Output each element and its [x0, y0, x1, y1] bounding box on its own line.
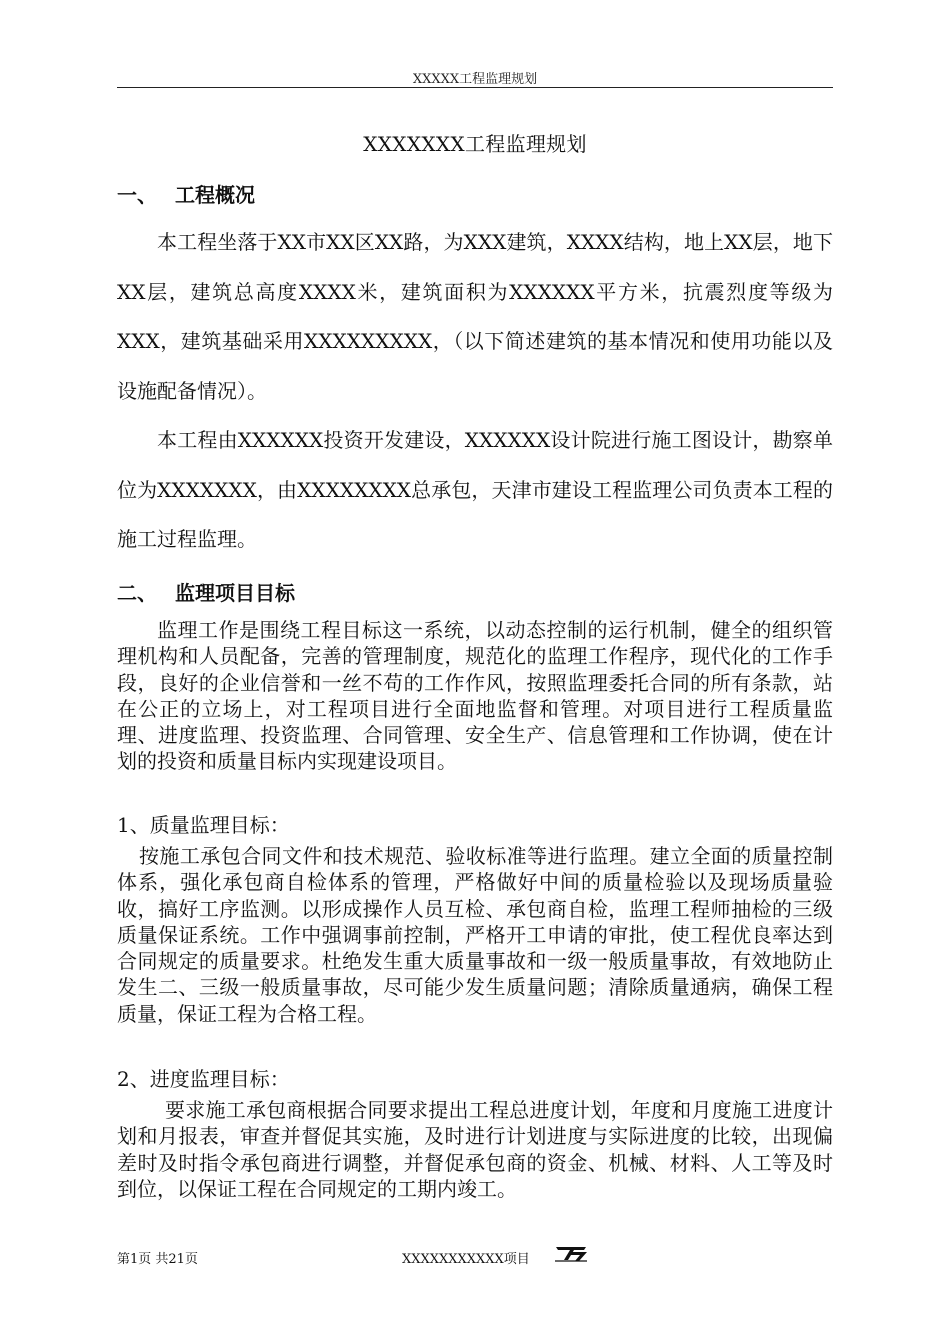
project-label: XXXXXXXXXXX项目 [402, 1252, 530, 1267]
section-number: 一、 [117, 183, 157, 207]
document-title: XXXXXXX工程监理规划 [363, 132, 587, 156]
schedule-objective-paragraph: 要求施工承包商根据合同要求提出工程总进度计划，年度和月度施工进度计划和月报表，审查并督促其实施，及时进行计划进度与实际进度的比较，出现偏差时及时指令承包商进行调整，并督促承包商的资金、机械、材料、人工等及时到位，以保证工程在合同规定的工期内竣工。 [117, 1098, 833, 1201]
section-number: 二、 [117, 581, 157, 605]
schedule-objective-title: 2、进度监理目标： [117, 1067, 290, 1091]
section-heading-overview [117, 179, 255, 208]
overview-paragraph-1: 本工程坐落于XX市XX区XX路，为XXX建筑，XXXX结构，地上XX层，地下XX层，建筑总高度XXXX米，建筑面积为XXXXXX平方米，抗震烈度等级为XXX，建筑基础采用XXXXXXXXX，（以下简述建筑的基本情况和使用功能以及设施配备情况）。 [117, 230, 833, 403]
section-title: 监理项目目标 [175, 581, 295, 605]
quality-objective-title: 1、质量监理目标： [117, 813, 290, 837]
section-heading-objectives [117, 577, 295, 606]
section-title: 工程概况 [175, 183, 255, 207]
overview-paragraph-2: 本工程由XXXXXX投资开发建设，XXXXXX设计院进行施工图设计，勘察单位为XXXXXXX，由XXXXXXXX总承包，天津市建设工程监理公司负责本工程的施工过程监理。 [117, 428, 833, 551]
company-logo-icon [553, 1243, 589, 1263]
objectives-intro-paragraph: 监理工作是围绕工程目标这一系统，以动态控制的运行机制，健全的组织管理机构和人员配备，完善的管理制度，规范化的监理工作程序，现代化的工作手段，良好的企业信誉和一丝不苟的工作作风，按照监理委托合同的所有条款，站在公正的立场上，对工程项目进行全面地监督和管理。对项目进行工程质量监理、进度监理、投资监理、合同管理、安全生产、信息管理和工作协调，使在计划的投资和质量目标内实现建设项目。 [117, 618, 833, 774]
page-number: 第1页 共21页 [117, 1252, 198, 1267]
header-divider [117, 87, 833, 88]
quality-objective-paragraph: 按施工承包合同文件和技术规范、验收标准等进行监理。建立全面的质量控制体系，强化承包商自检体系的管理，严格做好中间的质量检验以及现场质量验收，搞好工序监测。以形成操作人员互检、承包商自检，监理工程师抽检的三级质量保证系统。工作中强调事前控制，严格开工申请的审批，使工程优良率达到合同规定的质量要求。杜绝发生重大质量事故和一级一般质量事故，有效地防止发生二、三级一般质量事故，尽可能少发生质量问题；清除质量通病，确保工程质量，保证工程为合格工程。 [117, 844, 833, 1026]
page-header-title: XXXXX工程监理规划 [412, 72, 538, 87]
